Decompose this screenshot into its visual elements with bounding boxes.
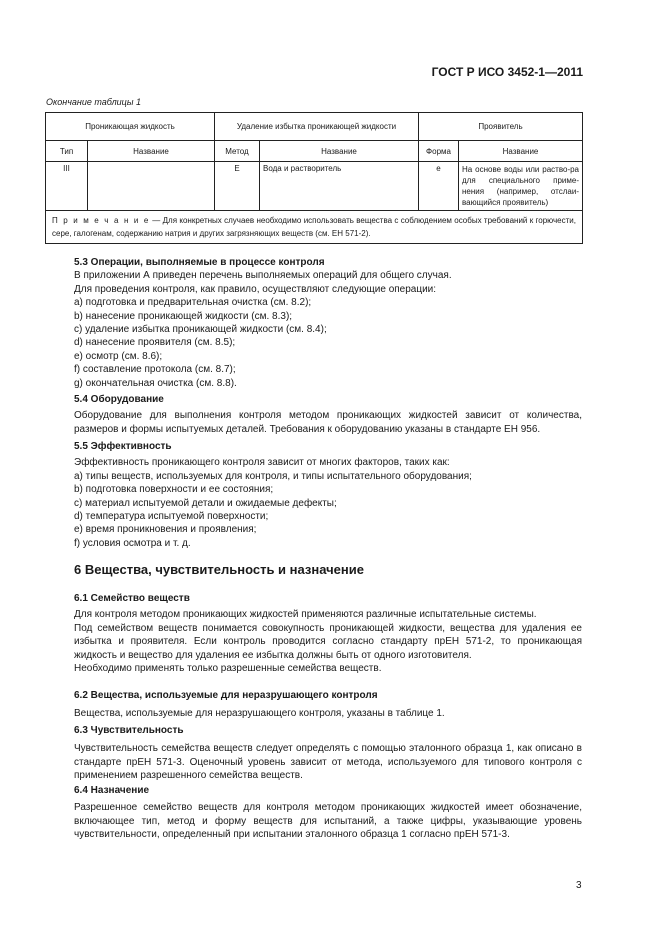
list-item: d) нанесение проявителя (см. 8.5);: [74, 337, 236, 349]
cell-form: e: [419, 162, 459, 211]
list-item: f) составление протокола (см. 8.7);: [74, 364, 236, 376]
header-removal: Удаление избытка проникающей жидкости: [215, 113, 419, 141]
list-item: c) материал испытуемой детали и ожидаемые дефекты;: [74, 497, 337, 509]
header-developer: Проявитель: [419, 113, 583, 141]
s54-text: [74, 409, 582, 436]
s61-p1: Для контроля методом проникающих жидкостей применяются различные испытательные системы.: [74, 609, 537, 621]
list-item: g) окончательная очистка (см. 8.8).: [74, 377, 237, 389]
section-title-6-1: 6.1 Семейство веществ: [74, 593, 190, 604]
section-title-6-3: 6.3 Чувствительность: [74, 725, 184, 736]
section-5-3: [74, 256, 582, 390]
list-item: a) подготовка и предварительная очистка (см. 8.2);: [74, 297, 312, 309]
s63-text: Чувствительность семейства веществ следует определять с помощью эталонного образца 1, как описано в стандарте прEH 571-3. Оценочный уровень зависит от метода, используемого для типового контроля с применением разрешенного семейства веществ.: [74, 743, 582, 782]
s53-intro2: Для проведения контроля, как правило, осуществляют следующие операции:: [74, 283, 437, 295]
subheader-developer-name: Название: [459, 141, 583, 162]
section-title-6: 6 Вещества, чувствительность и назначение: [74, 562, 364, 577]
list-item: a) типы веществ, используемых для контроля, и типы испытательного оборудования;: [74, 470, 472, 482]
s53-intro1: В приложении А приведен перечень выполняемых операций для общего случая.: [74, 270, 452, 282]
list-item: b) нанесение проникающей жидкости (см. 8.3);: [74, 310, 293, 322]
s61-p2: Под семейством веществ понимается совокупность проникающей жидкости, вещества для удаления ее избытка и проявителя. Если контроль проводится согласно стандарту прEH 571-2, то проникающая жидкость и вещество для удаления ее избытка должны быть от одного изготовителя.: [74, 622, 582, 661]
list-item: e) время проникновения и проявления;: [74, 524, 257, 536]
section-title-5-3: 5.3 Операции, выполняемые в процессе контроля: [74, 257, 325, 268]
section-title-5-4: 5.4 Оборудование: [74, 394, 164, 405]
subheader-type: Тип: [46, 141, 88, 162]
cell-removal-name: Вода и растворитель: [260, 162, 419, 211]
section-title-6-4: 6.4 Назначение: [74, 785, 150, 796]
section-6-1: [74, 592, 582, 675]
s62-text: Вещества, используемые для неразрушающего контроля, указаны в таблице 1.: [74, 708, 445, 720]
table-caption: Окончание таблицы 1: [46, 97, 141, 107]
s64-text: Разрешенное семейство веществ для контроля методом проникающих жидкостей имеет обозначение, включающее тип, метод и форму веществ для испытаний, а также цифры, указывающие уровень чувствительности, определенный при испытании эталонного образца 1 согласно прEH 571-3.: [74, 802, 582, 841]
section-6-2: [74, 689, 582, 721]
document-header: ГОСТ Р ИСО 3452-1—2011: [431, 65, 583, 79]
subheader-removal-name: Название: [260, 141, 419, 162]
cell-penetrant-name: [88, 162, 215, 211]
note-text: — Для конкретных случаев необходимо использовать вещества с соблюдением особых требований к горючести, сере, галогенам, содержанию натрия и других загрязняющих веществ (см. EH 571-2).: [52, 216, 576, 238]
subheader-penetrant-name: Название: [88, 141, 215, 162]
page-number: 3: [576, 880, 582, 891]
section-title-5-5: 5.5 Эффективность: [74, 441, 172, 452]
materials-table: [45, 112, 583, 244]
subheader-method: Метод: [215, 141, 260, 162]
list-item: f) условия осмотра и т. д.: [74, 537, 191, 549]
header-penetrant: Проникающая жидкость: [46, 113, 215, 141]
list-item: b) подготовка поверхности и ее состояния;: [74, 484, 274, 496]
cell-method: E: [215, 162, 260, 211]
list-item: c) удаление избытка проникающей жидкости (см. 8.4);: [74, 324, 327, 336]
subheader-form: Форма: [419, 141, 459, 162]
section-title-6-2: 6.2 Вещества, используемые для неразрушающего контроля: [74, 690, 378, 701]
list-item: e) осмотр (см. 8.6);: [74, 350, 163, 362]
note-label: П р и м е ч а н и е: [52, 216, 150, 225]
section-5-5: [74, 440, 582, 550]
list-item: d) температура испытуемой поверхности;: [74, 511, 269, 523]
s55-intro: Эффективность проникающего контроля зависит от многих факторов, таких как:: [74, 457, 450, 469]
s61-p3: Необходимо применять только разрешенные семейства веществ.: [74, 663, 382, 675]
cell-developer-name: На основе воды или раство-ра для специального приме-нения (например, отслаи-вающийся проявитель): [459, 162, 583, 211]
section-6-4: [74, 784, 582, 842]
table-note: [46, 211, 583, 244]
cell-type: III: [46, 162, 88, 211]
section-5-4: [74, 393, 582, 436]
s54-text-content: Оборудование для выполнения контроля методом проникающих жидкостей зависит от количества, размеров и формы испытуемых деталей. Требования к оборудованию указаны в стандарте EH 956.: [74, 410, 582, 435]
section-6-3: [74, 724, 582, 783]
